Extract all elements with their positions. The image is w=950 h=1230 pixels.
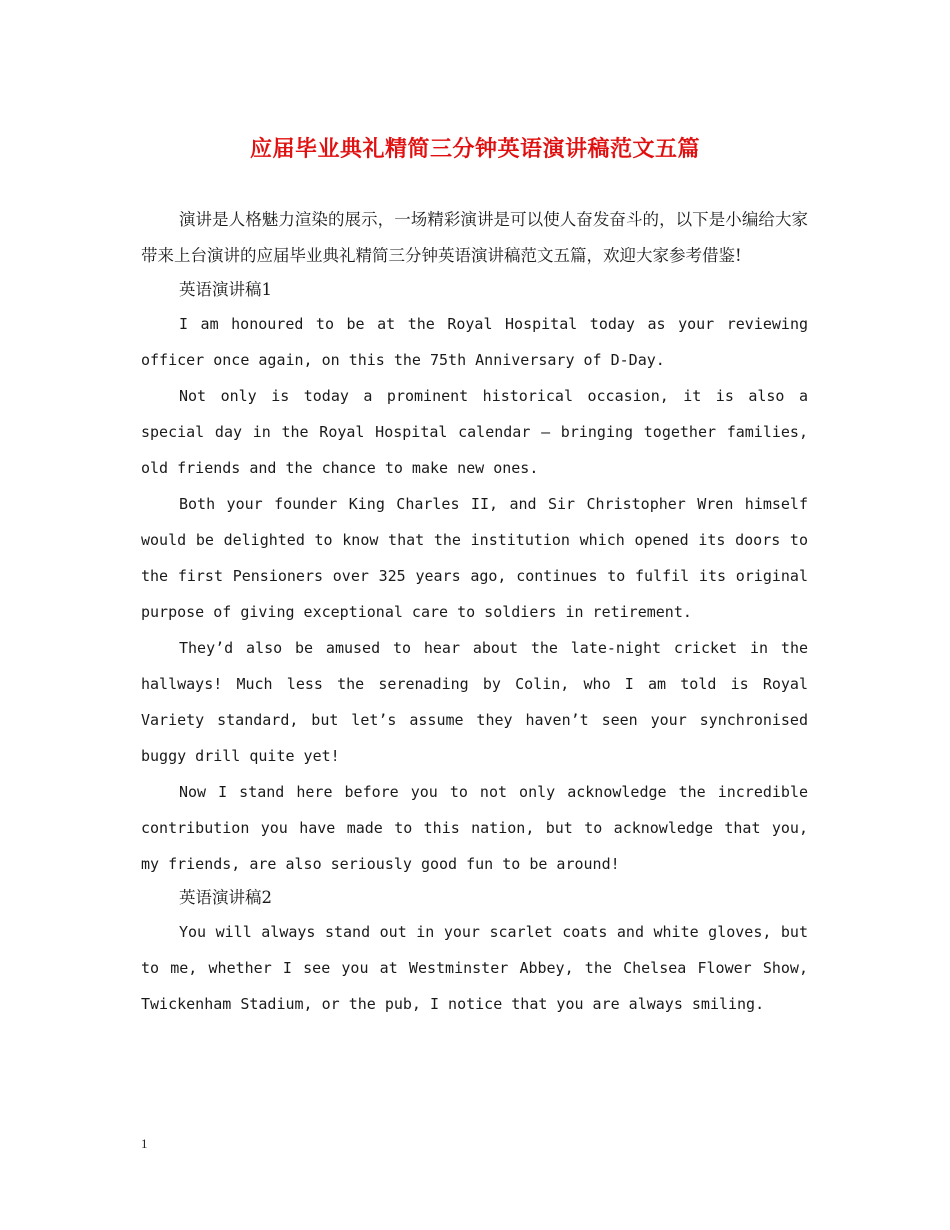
document-title: 应届毕业典礼精简三分钟英语演讲稿范文五篇: [249, 136, 700, 162]
speech-2-heading: 英语演讲稿2: [179, 888, 272, 907]
speech-1-paragraph: Both your founder King Charles II, and Sir Christopher Wren himself would be delighted to know that the institution which opened its doors to the first Pensioners over 325 years ago, continues to fulfil its original purpose of giving exceptional care to soldiers in retirement.: [141, 495, 808, 621]
speech-1-paragraph: I am honoured to be at the Royal Hospital today as your reviewing officer once again, on this the 75th Anniversary of D-Day.: [141, 315, 808, 369]
speech-1-paragraph: They’d also be amused to hear about the late-night cricket in the hallways! Much less the serenading by Colin, who I am told is Royal Variety standard, but let’s assume they haven’t seen your synchronised buggy drill quite yet!: [141, 639, 808, 765]
intro-paragraph: 演讲是人格魅力渲染的展示，一场精彩演讲是可以使人奋发奋斗的，以下是小编给大家带来上台演讲的应届毕业典礼精简三分钟英语演讲稿范文五篇，欢迎大家参考借鉴!: [141, 210, 808, 265]
speech-1-paragraph: Not only is today a prominent historical occasion, it is also a special day in the Royal Hospital calendar – bringing together families, old friends and the chance to make new ones.: [141, 387, 808, 477]
speech-2-paragraph: You will always stand out in your scarlet coats and white gloves, but to me, whether I see you at Westminster Abbey, the Chelsea Flower Show, Twickenham Stadium, or the pub, I notice that you are always smiling.: [141, 923, 808, 1013]
speech-1-heading: 英语演讲稿1: [179, 280, 272, 299]
page-number: 1: [141, 1136, 148, 1151]
document-body: [141, 202, 808, 1022]
speech-1-paragraph: Now I stand here before you to not only acknowledge the incredible contribution you have made to this nation, but to acknowledge that you, my friends, are also seriously good fun to be around!: [141, 783, 808, 873]
